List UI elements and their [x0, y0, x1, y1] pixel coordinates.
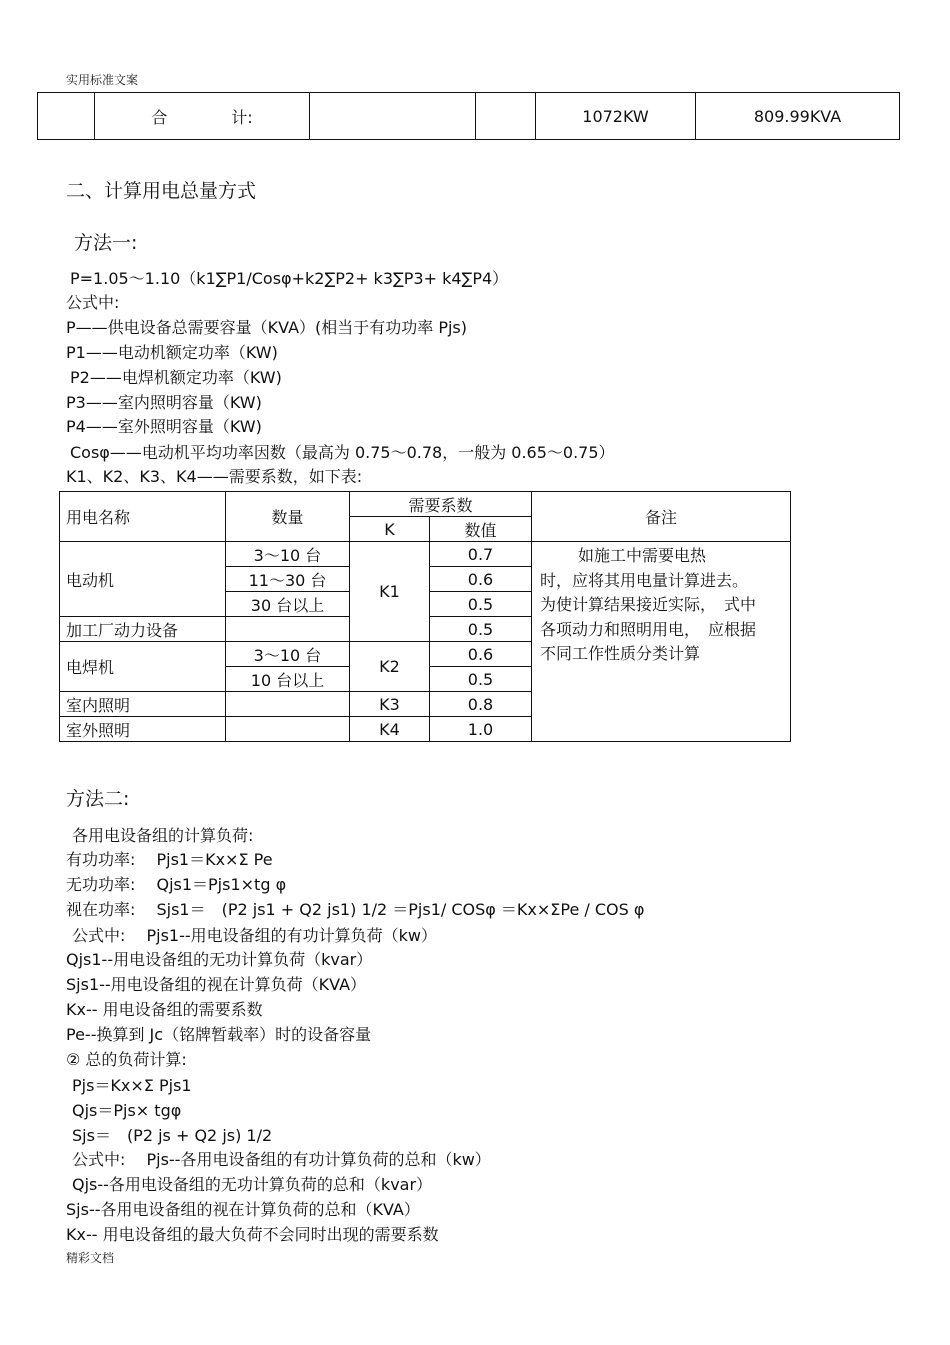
- method1-line: P2——电焊机额定功率（KW): [70, 368, 282, 387]
- page-footer: 精彩文档: [66, 1251, 115, 1265]
- row-name: 电动机: [60, 542, 226, 617]
- method2-line: Sjs＝ (P2 js + Q2 js) 1/2: [72, 1126, 273, 1145]
- row-count: [226, 692, 350, 717]
- row-value: 0.5: [430, 667, 532, 692]
- remark-line: 为使计算结果接近实际， 式中: [540, 595, 757, 614]
- row-k: K3: [350, 692, 430, 717]
- method2-line: Qjs＝Pjs× tgφ: [72, 1101, 182, 1120]
- method2-line: Pjs＝Kx×Σ Pjs1: [72, 1076, 192, 1095]
- row-count: [226, 717, 350, 742]
- total-row-table: [37, 92, 900, 140]
- method2-line: ② 总的负荷计算:: [66, 1050, 187, 1069]
- header-name: 用电名称: [60, 492, 226, 542]
- page-header: 实用标准文案: [66, 73, 139, 87]
- row-k: K2: [350, 642, 430, 692]
- row-value: 0.6: [430, 642, 532, 667]
- row-value: 0.8: [430, 692, 532, 717]
- method2-line: Qjs--各用电设备组的无功计算负荷的总和（kvar）: [72, 1175, 433, 1194]
- method2-line: 视在功率: Sjs1＝ (P2 js1 + Q2 js1) 1/2 ＝Pjs1/ COSφ ＝Kx×ΣPe / COS φ: [66, 900, 645, 919]
- method2-line: Pe--换算到 Jc（铭牌暂载率）时的设备容量: [66, 1025, 372, 1044]
- header-remark: 备注: [532, 492, 791, 542]
- method1-line: P4——室外照明容量（KW): [66, 417, 262, 436]
- method2-line: Sjs1--用电设备组的视在计算负荷（KVA）: [66, 975, 367, 994]
- method2-line: 各用电设备组的计算负荷:: [72, 826, 254, 845]
- demand-factor-table: [59, 491, 791, 742]
- total-kva: 809.99KVA: [696, 93, 900, 140]
- total-label: 合 计:: [95, 93, 310, 140]
- section-title: 二、计算用电总量方式: [66, 180, 257, 202]
- method1-title: 方法一:: [74, 232, 138, 254]
- method2-line: Qjs1--用电设备组的无功计算负荷（kvar）: [66, 950, 373, 969]
- row-name: 加工厂动力设备: [60, 617, 226, 642]
- total-empty-cell: [38, 93, 95, 140]
- header-count: 数量: [226, 492, 350, 542]
- method2-line: 公式中: Pjs--各用电设备组的有功计算负荷的总和（kw）: [72, 1150, 491, 1169]
- row-value: 0.5: [430, 617, 532, 642]
- method1-line: K1、K2、K3、K4——需要系数，如下表:: [66, 467, 363, 486]
- remark-cell: [532, 542, 791, 742]
- method1-line: Cosφ——电动机平均功率因数（最高为 0.75～0.78，一般为 0.65～0.75）: [70, 443, 615, 462]
- row-count: 30 台以上: [226, 592, 350, 617]
- row-count: 3～10 台: [226, 542, 350, 567]
- method1-line: P1——电动机额定功率（KW): [66, 343, 278, 362]
- remark-line: 各项动力和照明用电， 应根据: [540, 619, 757, 639]
- row-name: 室内照明: [60, 692, 226, 717]
- row-count: 10 台以上: [226, 667, 350, 692]
- method2-line: 无功功率: Qjs1＝Pjs1×tg φ: [66, 875, 287, 894]
- remark-line: 时，应将其用电量计算进去。: [540, 570, 749, 590]
- method2-line: Kx-- 用电设备组的最大负荷不会同时出现的需要系数: [66, 1225, 439, 1244]
- row-name: 电焊机: [60, 642, 226, 692]
- remark-line: 不同工作性质分类计算: [540, 644, 701, 663]
- row-value: 0.7: [430, 542, 532, 567]
- method2-line: Kx-- 用电设备组的需要系数: [66, 1000, 263, 1019]
- total-empty-cell-2: [310, 93, 476, 140]
- method2-line: Sjs--各用电设备组的视在计算负荷的总和（KVA）: [66, 1200, 420, 1219]
- total-empty-cell-3: [476, 93, 536, 140]
- method1-line: 公式中:: [66, 293, 120, 312]
- header-coef: 需要系数: [350, 492, 532, 517]
- header-value: 数值: [430, 517, 532, 542]
- total-kw: 1072KW: [536, 93, 696, 140]
- method1-formula: P=1.05～1.10（k1∑P1/Cosφ+k2∑P2+ k3∑P3+ k4∑P4）: [70, 269, 509, 288]
- method1-line: P3——室内照明容量（KW): [66, 393, 262, 412]
- row-value: 1.0: [430, 717, 532, 742]
- method1-line: P——供电设备总需要容量（KVA）(相当于有功功率 Pjs): [66, 318, 468, 337]
- method2-title: 方法二:: [66, 788, 130, 810]
- row-count: 3～10 台: [226, 642, 350, 667]
- method2-line: 公式中: Pjs1--用电设备组的有功计算负荷（kw）: [72, 926, 437, 945]
- row-k: K1: [350, 542, 430, 642]
- row-count: [226, 617, 350, 642]
- header-k: K: [350, 517, 430, 542]
- row-k: K4: [350, 717, 430, 742]
- remark-line: 如施工中需要电热: [578, 546, 707, 565]
- row-value: 0.5: [430, 592, 532, 617]
- row-name: 室外照明: [60, 717, 226, 742]
- method2-line: 有功功率: Pjs1＝Kx×Σ Pe: [66, 850, 273, 869]
- row-count: 11～30 台: [226, 567, 350, 592]
- row-value: 0.6: [430, 567, 532, 592]
